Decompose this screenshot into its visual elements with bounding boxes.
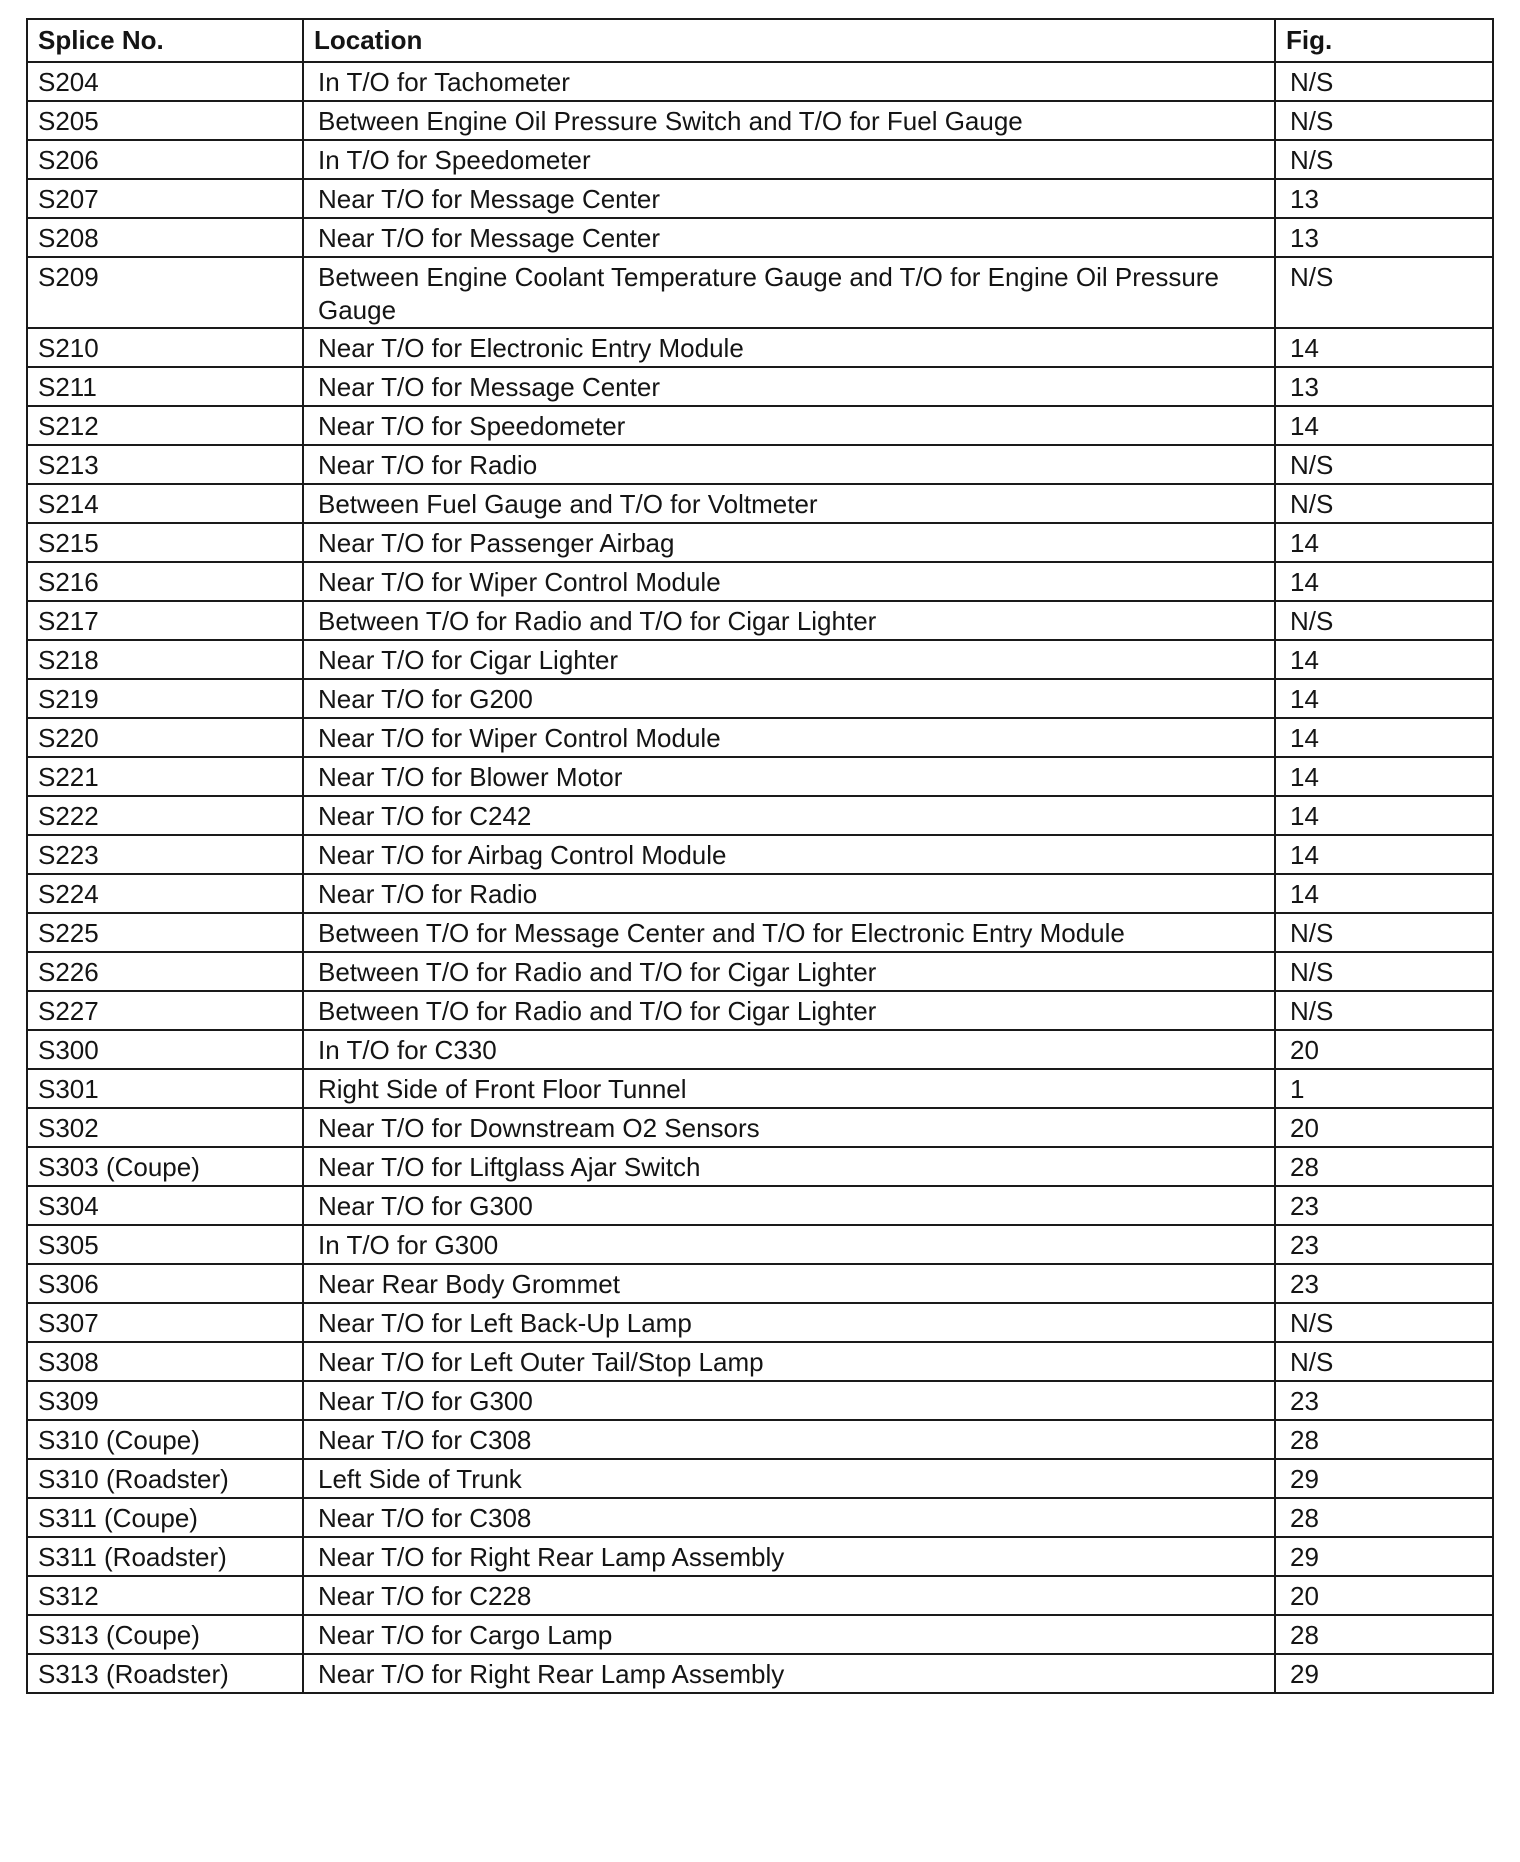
location-cell: Right Side of Front Floor Tunnel <box>303 1069 1275 1108</box>
splice-cell: S221 <box>27 757 303 796</box>
splice-cell: S205 <box>27 101 303 140</box>
fig-cell: N/S <box>1275 601 1493 640</box>
splice-cell: S224 <box>27 874 303 913</box>
location-cell: Near T/O for Right Rear Lamp Assembly <box>303 1537 1275 1576</box>
fig-cell: N/S <box>1275 62 1493 101</box>
location-cell: Near Rear Body Grommet <box>303 1264 1275 1303</box>
splice-cell: S312 <box>27 1576 303 1615</box>
location-cell: Near T/O for Cigar Lighter <box>303 640 1275 679</box>
splice-cell: S310 (Roadster) <box>27 1459 303 1498</box>
splice-cell: S306 <box>27 1264 303 1303</box>
splice-cell: S311 (Roadster) <box>27 1537 303 1576</box>
fig-cell: 23 <box>1275 1264 1493 1303</box>
table-row <box>27 328 1493 367</box>
location-cell: Near T/O for Cargo Lamp <box>303 1615 1275 1654</box>
table-row <box>27 1420 1493 1459</box>
header-splice-no: Splice No. <box>27 19 303 62</box>
location-cell: Between T/O for Message Center and T/O for Electronic Entry Module <box>303 913 1275 952</box>
fig-cell: N/S <box>1275 952 1493 991</box>
splice-cell: S222 <box>27 796 303 835</box>
fig-cell: 29 <box>1275 1654 1493 1693</box>
fig-cell: 14 <box>1275 640 1493 679</box>
location-cell: Between T/O for Radio and T/O for Cigar Lighter <box>303 952 1275 991</box>
table-row <box>27 757 1493 796</box>
splice-cell: S217 <box>27 601 303 640</box>
table-row <box>27 1225 1493 1264</box>
splice-cell: S218 <box>27 640 303 679</box>
location-cell: Near T/O for Radio <box>303 874 1275 913</box>
fig-cell: 29 <box>1275 1537 1493 1576</box>
header-location: Location <box>303 19 1275 62</box>
location-cell: Between T/O for Radio and T/O for Cigar Lighter <box>303 601 1275 640</box>
location-cell: Near T/O for Airbag Control Module <box>303 835 1275 874</box>
location-cell: Near T/O for Speedometer <box>303 406 1275 445</box>
splice-cell: S215 <box>27 523 303 562</box>
splice-cell: S209 <box>27 257 303 328</box>
splice-cell: S305 <box>27 1225 303 1264</box>
table-row <box>27 1303 1493 1342</box>
fig-cell: N/S <box>1275 484 1493 523</box>
fig-cell: 20 <box>1275 1030 1493 1069</box>
location-cell: Near T/O for Wiper Control Module <box>303 718 1275 757</box>
fig-cell: 20 <box>1275 1108 1493 1147</box>
table-row <box>27 796 1493 835</box>
table-row <box>27 257 1493 328</box>
table-row <box>27 679 1493 718</box>
location-cell: Between Engine Oil Pressure Switch and T/O for Fuel Gauge <box>303 101 1275 140</box>
location-cell: Near T/O for Message Center <box>303 218 1275 257</box>
splice-cell: S208 <box>27 218 303 257</box>
location-cell: In T/O for G300 <box>303 1225 1275 1264</box>
fig-cell: 14 <box>1275 679 1493 718</box>
splice-cell: S311 (Coupe) <box>27 1498 303 1537</box>
table-row <box>27 952 1493 991</box>
splice-cell: S310 (Coupe) <box>27 1420 303 1459</box>
table-row <box>27 1654 1493 1693</box>
splice-cell: S207 <box>27 179 303 218</box>
splice-cell: S313 (Roadster) <box>27 1654 303 1693</box>
table-row <box>27 1537 1493 1576</box>
location-cell: Near T/O for Message Center <box>303 367 1275 406</box>
splice-cell: S212 <box>27 406 303 445</box>
table-row <box>27 1615 1493 1654</box>
table-header-row <box>27 19 1493 62</box>
location-cell: Between T/O for Radio and T/O for Cigar Lighter <box>303 991 1275 1030</box>
location-cell: Near T/O for G300 <box>303 1381 1275 1420</box>
location-cell: Near T/O for Downstream O2 Sensors <box>303 1108 1275 1147</box>
location-cell: Near T/O for G200 <box>303 679 1275 718</box>
location-cell: Near T/O for Right Rear Lamp Assembly <box>303 1654 1275 1693</box>
table-row <box>27 484 1493 523</box>
table-row <box>27 874 1493 913</box>
table-row <box>27 62 1493 101</box>
location-cell: Between Engine Coolant Temperature Gauge and T/O for Engine Oil Pressure Gauge <box>303 257 1275 328</box>
splice-cell: S225 <box>27 913 303 952</box>
splice-cell: S220 <box>27 718 303 757</box>
fig-cell: 14 <box>1275 757 1493 796</box>
table-row <box>27 1108 1493 1147</box>
splice-location-table <box>26 18 1494 1694</box>
splice-cell: S307 <box>27 1303 303 1342</box>
location-cell: In T/O for Speedometer <box>303 140 1275 179</box>
table-row <box>27 406 1493 445</box>
table-row <box>27 523 1493 562</box>
fig-cell: 14 <box>1275 562 1493 601</box>
splice-cell: S213 <box>27 445 303 484</box>
location-cell: Near T/O for Message Center <box>303 179 1275 218</box>
fig-cell: 1 <box>1275 1069 1493 1108</box>
splice-cell: S204 <box>27 62 303 101</box>
table-body <box>27 62 1493 1693</box>
table-row <box>27 179 1493 218</box>
table-row <box>27 913 1493 952</box>
table-row <box>27 1147 1493 1186</box>
location-cell: Near T/O for C308 <box>303 1498 1275 1537</box>
fig-cell: 23 <box>1275 1381 1493 1420</box>
table-row <box>27 1186 1493 1225</box>
table-row <box>27 1498 1493 1537</box>
splice-cell: S206 <box>27 140 303 179</box>
splice-cell: S313 (Coupe) <box>27 1615 303 1654</box>
splice-cell: S303 (Coupe) <box>27 1147 303 1186</box>
splice-cell: S219 <box>27 679 303 718</box>
table-row <box>27 367 1493 406</box>
splice-cell: S223 <box>27 835 303 874</box>
table-row <box>27 445 1493 484</box>
fig-cell: 28 <box>1275 1420 1493 1459</box>
table-row <box>27 218 1493 257</box>
table-row <box>27 140 1493 179</box>
table-row <box>27 1069 1493 1108</box>
fig-cell: N/S <box>1275 140 1493 179</box>
location-cell: In T/O for Tachometer <box>303 62 1275 101</box>
table-row <box>27 1459 1493 1498</box>
table-row <box>27 1576 1493 1615</box>
fig-cell: N/S <box>1275 257 1493 328</box>
table-row <box>27 1030 1493 1069</box>
fig-cell: N/S <box>1275 101 1493 140</box>
splice-cell: S211 <box>27 367 303 406</box>
location-cell: Near T/O for G300 <box>303 1186 1275 1225</box>
fig-cell: 13 <box>1275 367 1493 406</box>
location-cell: Near T/O for C308 <box>303 1420 1275 1459</box>
table-row <box>27 640 1493 679</box>
fig-cell: 14 <box>1275 796 1493 835</box>
fig-cell: 14 <box>1275 328 1493 367</box>
location-cell: Near T/O for Left Back-Up Lamp <box>303 1303 1275 1342</box>
fig-cell: 23 <box>1275 1186 1493 1225</box>
table-row <box>27 1381 1493 1420</box>
splice-cell: S216 <box>27 562 303 601</box>
splice-cell: S304 <box>27 1186 303 1225</box>
table-row <box>27 101 1493 140</box>
location-cell: Near T/O for Liftglass Ajar Switch <box>303 1147 1275 1186</box>
splice-cell: S302 <box>27 1108 303 1147</box>
fig-cell: 14 <box>1275 874 1493 913</box>
fig-cell: N/S <box>1275 991 1493 1030</box>
fig-cell: 29 <box>1275 1459 1493 1498</box>
splice-cell: S301 <box>27 1069 303 1108</box>
table-row <box>27 562 1493 601</box>
splice-cell: S226 <box>27 952 303 991</box>
fig-cell: 14 <box>1275 835 1493 874</box>
table-row <box>27 835 1493 874</box>
splice-cell: S300 <box>27 1030 303 1069</box>
table-row <box>27 991 1493 1030</box>
fig-cell: 28 <box>1275 1615 1493 1654</box>
table-row <box>27 1264 1493 1303</box>
fig-cell: 20 <box>1275 1576 1493 1615</box>
splice-cell: S309 <box>27 1381 303 1420</box>
fig-cell: 13 <box>1275 179 1493 218</box>
fig-cell: N/S <box>1275 1303 1493 1342</box>
fig-cell: 14 <box>1275 406 1493 445</box>
location-cell: Near T/O for Wiper Control Module <box>303 562 1275 601</box>
table-row <box>27 601 1493 640</box>
table-row <box>27 718 1493 757</box>
location-cell: Near T/O for Passenger Airbag <box>303 523 1275 562</box>
splice-cell: S227 <box>27 991 303 1030</box>
header-fig: Fig. <box>1275 19 1493 62</box>
location-cell: Near T/O for C228 <box>303 1576 1275 1615</box>
location-cell: Between Fuel Gauge and T/O for Voltmeter <box>303 484 1275 523</box>
splice-cell: S308 <box>27 1342 303 1381</box>
fig-cell: 14 <box>1275 718 1493 757</box>
fig-cell: N/S <box>1275 1342 1493 1381</box>
location-cell: Near T/O for C242 <box>303 796 1275 835</box>
table-row <box>27 1342 1493 1381</box>
splice-cell: S214 <box>27 484 303 523</box>
location-cell: Near T/O for Blower Motor <box>303 757 1275 796</box>
location-cell: In T/O for C330 <box>303 1030 1275 1069</box>
fig-cell: N/S <box>1275 445 1493 484</box>
fig-cell: 23 <box>1275 1225 1493 1264</box>
location-cell: Left Side of Trunk <box>303 1459 1275 1498</box>
fig-cell: N/S <box>1275 913 1493 952</box>
location-cell: Near T/O for Radio <box>303 445 1275 484</box>
fig-cell: 14 <box>1275 523 1493 562</box>
fig-cell: 13 <box>1275 218 1493 257</box>
splice-cell: S210 <box>27 328 303 367</box>
location-cell: Near T/O for Electronic Entry Module <box>303 328 1275 367</box>
fig-cell: 28 <box>1275 1147 1493 1186</box>
fig-cell: 28 <box>1275 1498 1493 1537</box>
location-cell: Near T/O for Left Outer Tail/Stop Lamp <box>303 1342 1275 1381</box>
